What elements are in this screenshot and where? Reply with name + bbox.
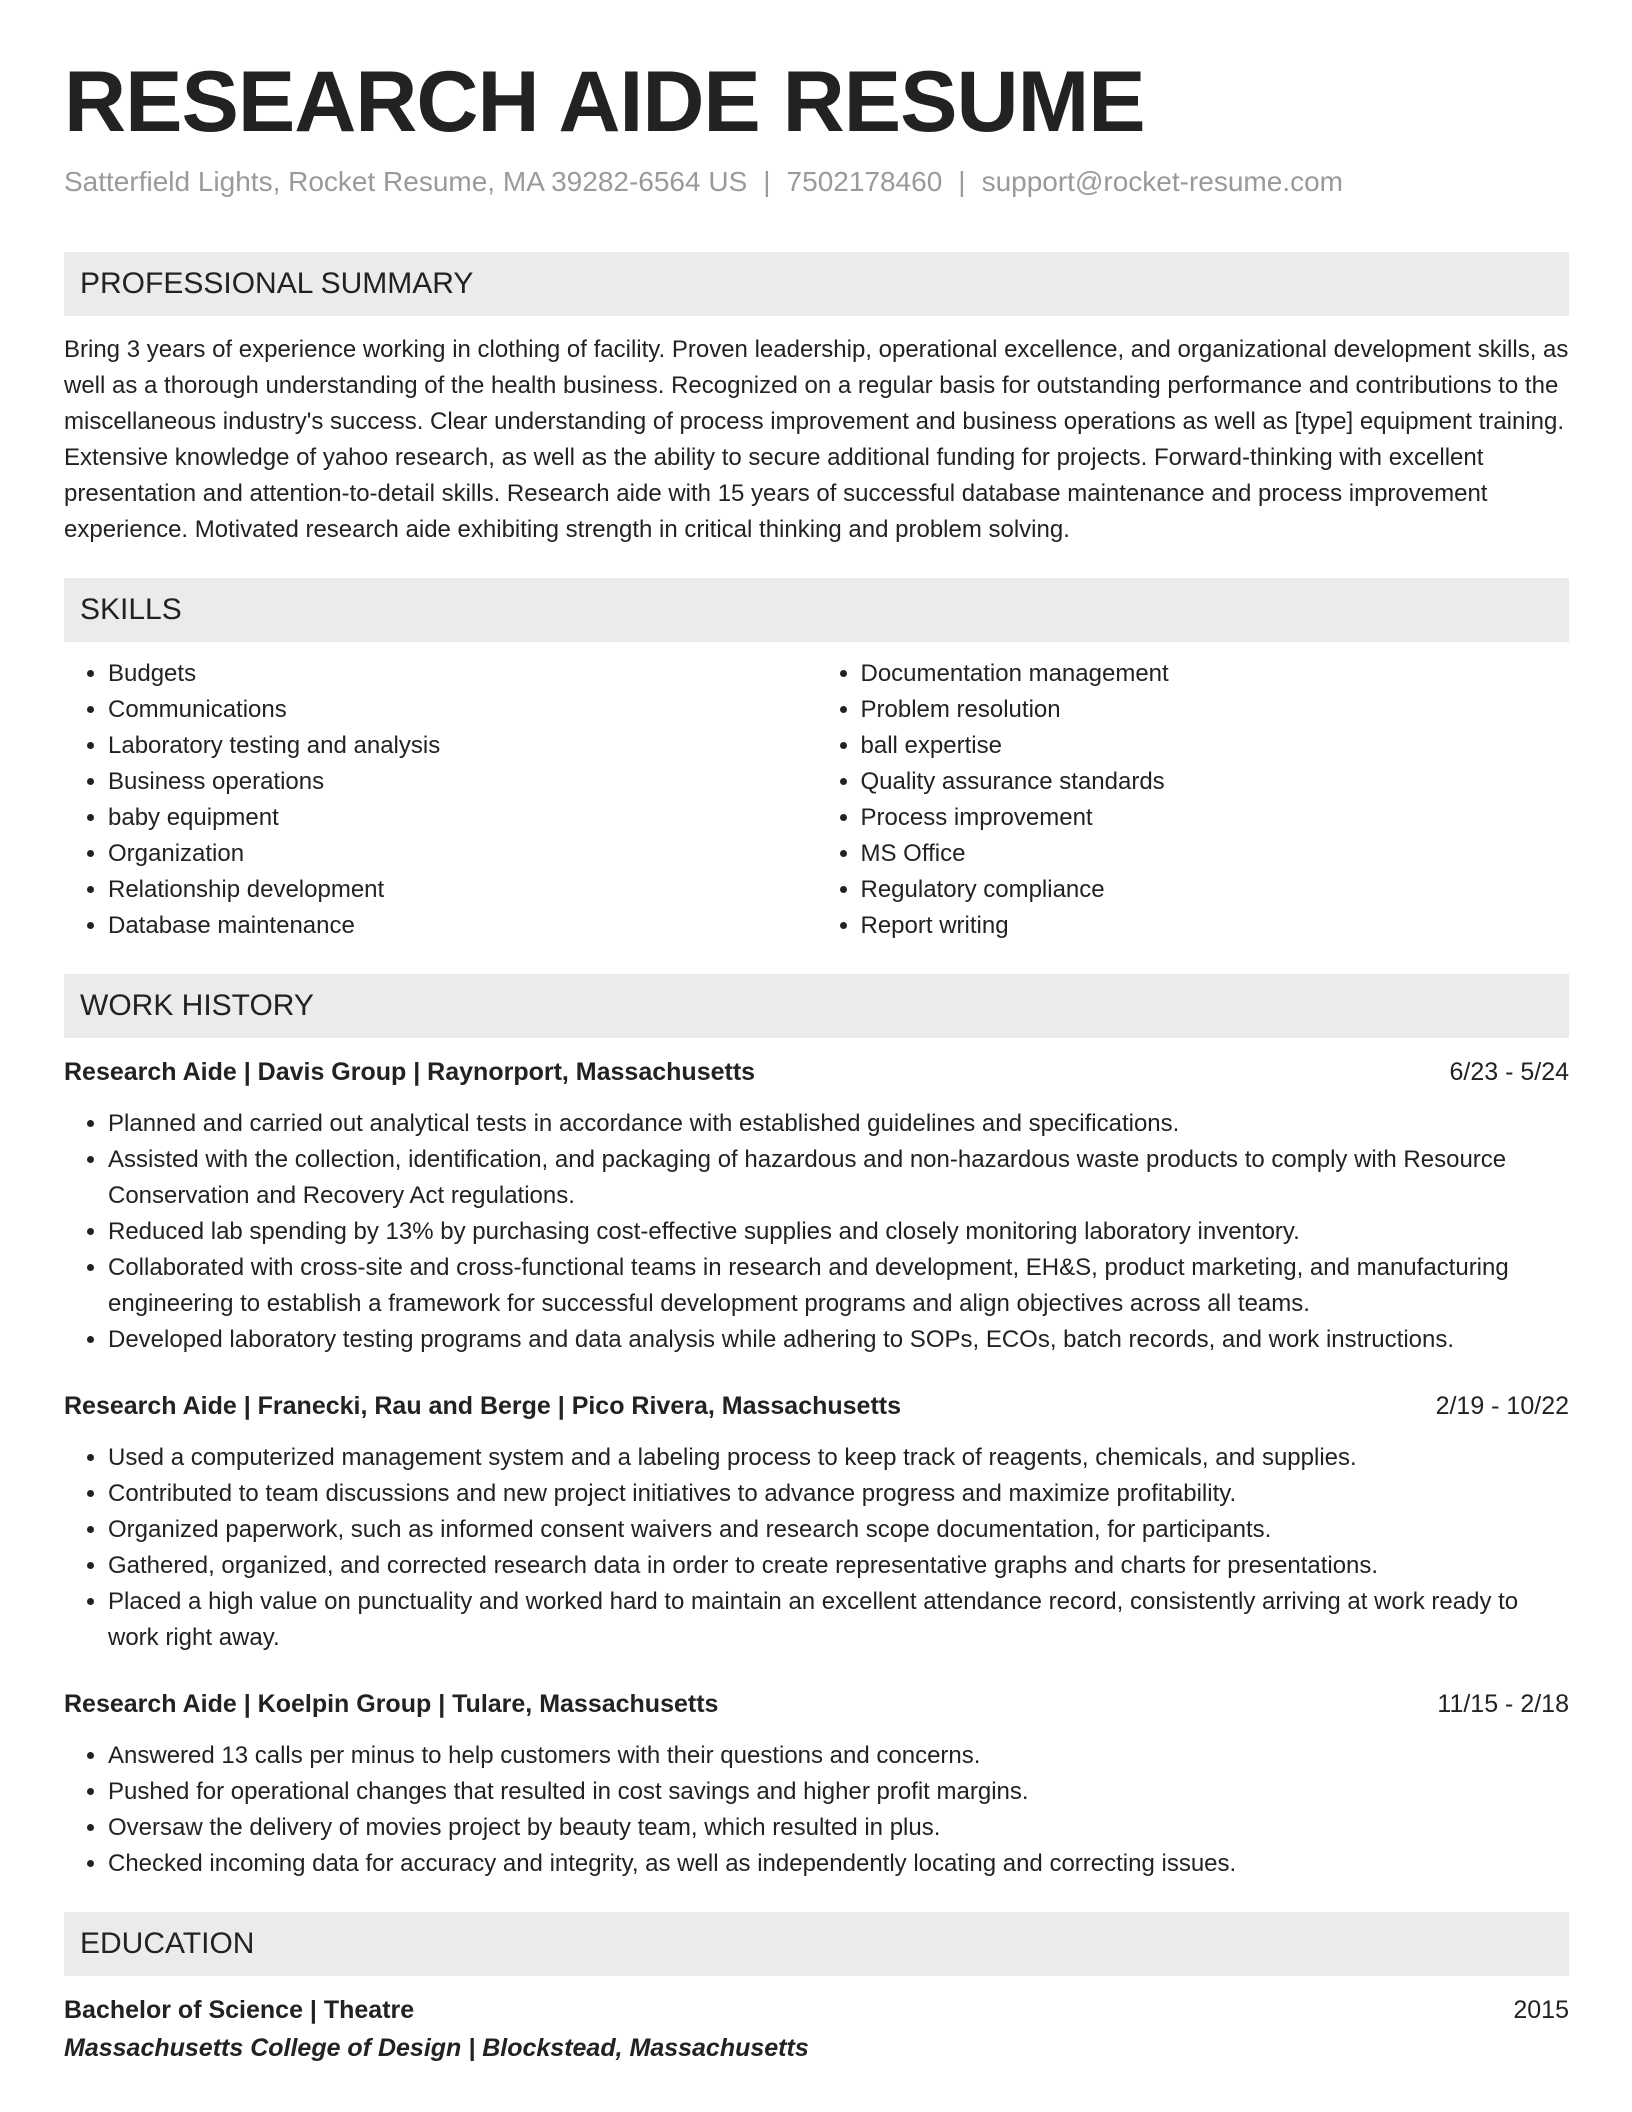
job-header (64, 1054, 1569, 1090)
job-bullets (64, 1106, 1569, 1358)
job-bullet: • Reduced lab spending by 13% by purchasing cost-effective supplies and closely monitoring laboratory inventory. (108, 1214, 1569, 1250)
job-entry (64, 1686, 1569, 1882)
contact-separator: | (958, 166, 966, 197)
contact-separator: | (763, 166, 771, 197)
skill-item: • Process improvement (861, 800, 1570, 836)
skills-list (64, 656, 1569, 944)
job-bullet: • Oversaw the delivery of movies project by beauty team, which resulted in plus. (108, 1810, 1569, 1846)
skill-item: • Documentation management (861, 656, 1570, 692)
work-history-heading: WORK HISTORY (64, 974, 1569, 1038)
job-bullet: • Developed laboratory testing programs and data analysis while adhering to SOPs, ECOs, batch records, and work instructions. (108, 1322, 1569, 1358)
education-degree: Bachelor of Science | Theatre (64, 1996, 415, 2024)
job-title: Research Aide | Franecki, Rau and Berge | Pico Rivera, Massachusetts (64, 1392, 902, 1420)
skill-item: • Problem resolution (861, 692, 1570, 728)
skills-column-right (817, 656, 1570, 944)
skill-item: • Relationship development (108, 872, 817, 908)
contact-phone: 7502178460 (786, 166, 943, 197)
skill-item: • Report writing (861, 908, 1570, 944)
job-bullets (64, 1440, 1569, 1656)
job-bullet: • Gathered, organized, and corrected research data in order to create representative graphs and charts for presentations. (108, 1548, 1569, 1584)
job-dates: 2/19 - 10/22 (1435, 1392, 1569, 1420)
job-bullet: • Organized paperwork, such as informed consent waivers and research scope documentation, for participants. (108, 1512, 1569, 1548)
contact-address: Satterfield Lights, Rocket Resume, MA 39282-6564 US (64, 166, 748, 197)
work-history-list (64, 1054, 1569, 1882)
job-header (64, 1388, 1569, 1424)
job-dates: 11/15 - 2/18 (1437, 1690, 1569, 1718)
contact-email: support@rocket-resume.com (981, 166, 1343, 197)
education-entry (64, 1992, 1569, 2028)
job-entry (64, 1054, 1569, 1358)
job-title: Research Aide | Koelpin Group | Tulare, Massachusetts (64, 1690, 719, 1718)
job-entry (64, 1388, 1569, 1656)
job-bullet: • Assisted with the collection, identification, and packaging of hazardous and non-hazardous waste products to comply with Resource Conservation and Recovery Act regulations. (108, 1142, 1569, 1214)
job-header (64, 1686, 1569, 1722)
skill-item: • Database maintenance (108, 908, 817, 944)
skill-item: • ball expertise (861, 728, 1570, 764)
skills-column-left (64, 656, 817, 944)
education-school: Massachusetts College of Design | Blockstead, Massachusetts (64, 2034, 809, 2062)
job-bullet: • Answered 13 calls per minus to help customers with their questions and concerns. (108, 1738, 1569, 1774)
skills-heading: SKILLS (64, 578, 1569, 642)
skill-item: • Organization (108, 836, 817, 872)
summary-heading: PROFESSIONAL SUMMARY (64, 252, 1569, 316)
education-year: 2015 (1513, 1996, 1569, 2024)
skill-item: • Communications (108, 692, 817, 728)
contact-line (64, 162, 1569, 202)
skill-item: • Laboratory testing and analysis (108, 728, 817, 764)
resume-title: RESEARCH AIDE RESUME (64, 54, 1145, 150)
job-title: Research Aide | Davis Group | Raynorport, Massachusetts (64, 1058, 756, 1086)
summary-text: Bring 3 years of experience working in clothing of facility. Proven leadership, operational excellence, and organizational development skills, as well as a thorough understanding of the health business. Recognized on a regular basis for outstanding performance and contributions to the miscellaneous industry's success. Clear understanding of process improvement and business operations as well as [type] equipment training. Extensive knowledge of yahoo research, as well as the ability to secure additional funding for projects. Forward-thinking with excellent presentation and attention-to-detail skills. Research aide with 15 years of successful database maintenance and process improvement experience. Motivated research aide exhibiting strength in critical thinking and problem solving. (64, 336, 1569, 543)
skill-item: • Quality assurance standards (861, 764, 1570, 800)
skill-item: • Business operations (108, 764, 817, 800)
job-bullet: • Planned and carried out analytical tests in accordance with established guidelines and specifications. (108, 1106, 1569, 1142)
job-bullet: • Collaborated with cross-site and cross-functional teams in research and development, EH&S, product marketing, and manufacturing engineering to establish a framework for successful development programs and align objectives across all teams. (108, 1250, 1569, 1322)
skill-item: • Budgets (108, 656, 817, 692)
skill-item: • Regulatory compliance (861, 872, 1570, 908)
job-bullet: • Pushed for operational changes that resulted in cost savings and higher profit margins. (108, 1774, 1569, 1810)
job-bullet: • Contributed to team discussions and new project initiatives to advance progress and maximize profitability. (108, 1476, 1569, 1512)
job-bullet: • Used a computerized management system and a labeling process to keep track of reagents, chemicals, and supplies. (108, 1440, 1569, 1476)
skill-item: • baby equipment (108, 800, 817, 836)
job-bullet: • Placed a high value on punctuality and worked hard to maintain an excellent attendance record, consistently arriving at work ready to work right away. (108, 1584, 1569, 1656)
education-heading: EDUCATION (64, 1912, 1569, 1976)
skill-item: • MS Office (861, 836, 1570, 872)
job-bullets (64, 1738, 1569, 1882)
job-dates: 6/23 - 5/24 (1449, 1058, 1569, 1086)
job-bullet: • Checked incoming data for accuracy and integrity, as well as independently locating and correcting issues. (108, 1846, 1569, 1882)
